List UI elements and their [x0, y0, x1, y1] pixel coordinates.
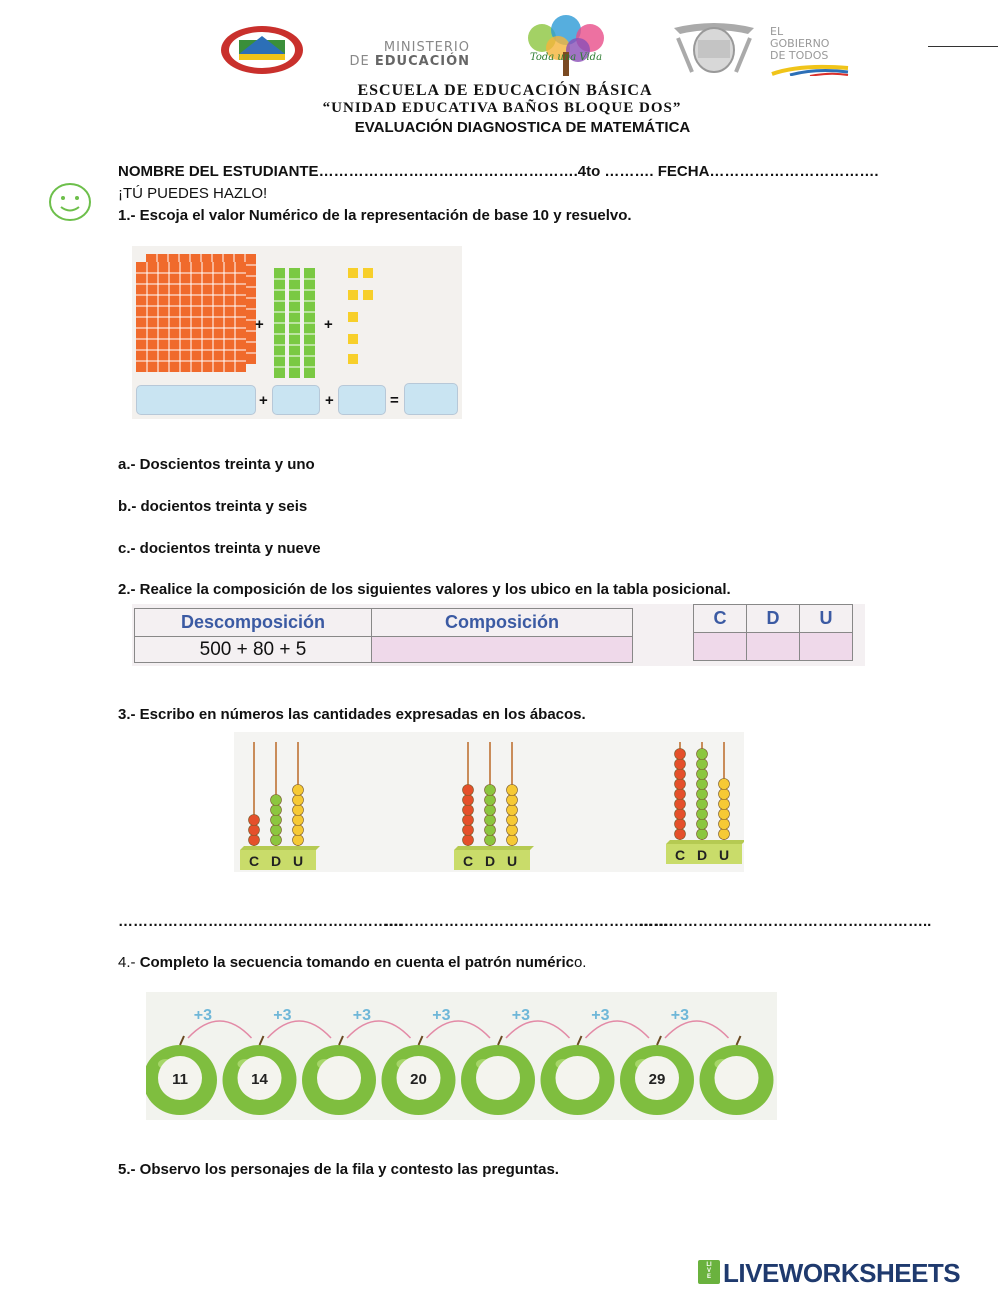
live-badge-text: LIVE — [706, 1262, 712, 1280]
liveworksheets-brand: LIVEWORKSHEETS — [723, 1258, 961, 1288]
apple-stem — [578, 1036, 582, 1045]
toda-una-vida-logo — [512, 14, 620, 80]
q5-prompt: 5.- Observo los personajes de la fila y contesto las preguntas. — [118, 1161, 559, 1178]
abacus-bead — [249, 835, 260, 846]
apple-number: 14 — [251, 1071, 268, 1088]
abacus-image — [234, 732, 744, 872]
abacus-bead — [675, 749, 686, 760]
abacus-bead — [271, 835, 282, 846]
q1-plus-2: + — [324, 316, 333, 333]
ministerio-main: EDUCACIÓN — [374, 54, 470, 69]
step-label: +3 — [193, 1007, 212, 1024]
apple-answer-circle — [476, 1056, 520, 1100]
descomposicion-value: 500 + 80 + 5 — [135, 637, 372, 663]
unit-cube — [363, 268, 373, 278]
q1-plus-3: + — [259, 392, 268, 409]
q1-option-c[interactable]: c.- docientos treinta y nueve — [118, 540, 321, 557]
step-connector — [586, 1007, 650, 1038]
step-connector — [506, 1007, 570, 1038]
exam-title: EVALUACIÓN DIAGNOSTICA DE MATEMÁTICA — [354, 119, 691, 136]
abacus-bead — [249, 825, 260, 836]
step-connector — [188, 1007, 252, 1038]
q1-plus-1: + — [255, 316, 264, 333]
apple — [302, 1036, 376, 1115]
abacus-bead — [271, 815, 282, 826]
apple-stem — [657, 1036, 661, 1045]
apple-stem — [498, 1036, 502, 1045]
abacus-bead — [697, 779, 708, 790]
answer-box-units[interactable] — [338, 385, 386, 415]
abacus-bead — [675, 779, 686, 790]
abacus-bead — [697, 789, 708, 800]
abacus-bead — [719, 799, 730, 810]
q4-number: 4.- — [118, 954, 140, 971]
live-badge — [698, 1260, 720, 1284]
abacus-bead — [463, 835, 474, 846]
abacus-bead — [485, 805, 496, 816]
abacus-bead — [697, 809, 708, 820]
step-label: +3 — [591, 1007, 610, 1024]
abacus-bead — [507, 835, 518, 846]
abacus-bead — [697, 769, 708, 780]
q3-answer-line-2[interactable]: …………………………………………………. — [384, 913, 674, 930]
abacus — [454, 742, 534, 870]
abacus-bead — [507, 805, 518, 816]
q4-prompt-end: o. — [573, 954, 587, 971]
abacus-bead — [271, 795, 282, 806]
abacus-bead — [697, 829, 708, 840]
unit-cube — [348, 268, 358, 278]
q4-prompt — [118, 954, 586, 971]
gobierno-line1: EL — [770, 25, 784, 38]
abacus-bead — [719, 789, 730, 800]
apple-stem — [339, 1036, 343, 1045]
abacus-drawing — [234, 732, 744, 872]
apple — [382, 1036, 456, 1115]
abacus-label: U — [507, 853, 518, 869]
abacus-bead — [485, 835, 496, 846]
abacus-bead — [719, 779, 730, 790]
header-d: D — [747, 605, 800, 633]
apple-stem — [737, 1036, 741, 1045]
composition-table — [134, 608, 633, 663]
top-right-line — [928, 46, 998, 47]
abacus-label: D — [271, 853, 282, 869]
unit-cube — [348, 312, 358, 322]
abacus-base-top — [454, 846, 534, 850]
q1-option-b[interactable]: b.- docientos treinta y seis — [118, 498, 308, 515]
gobierno-line2: GOBIERNO — [770, 37, 830, 50]
step-connector — [347, 1007, 411, 1038]
apple-sequence-drawing — [146, 992, 777, 1120]
ministerio-prefix: DE — [349, 54, 370, 69]
abacus-bead — [697, 759, 708, 770]
q3-prompt: 3.- Escribo en números las cantidades expresadas en los ábacos. — [118, 706, 586, 723]
header-u: U — [800, 605, 853, 633]
apple-answer-circle — [556, 1056, 600, 1100]
unit-cube — [363, 290, 373, 300]
abacus-bead — [271, 825, 282, 836]
abacus-bead — [697, 819, 708, 830]
step-label: +3 — [273, 1007, 292, 1024]
unit-cube — [348, 290, 358, 300]
abacus-bead — [293, 805, 304, 816]
abacus-label: U — [293, 853, 304, 869]
step-label: +3 — [352, 1007, 371, 1024]
abacus-label: C — [463, 853, 474, 869]
abacus-bead — [675, 819, 686, 830]
abacus-bead — [293, 785, 304, 796]
q1-equals: = — [390, 392, 399, 409]
gobierno-de-todos-logo — [770, 26, 860, 76]
toda-una-vida-text: Toda una Vida — [529, 52, 603, 63]
abacus-bead — [463, 795, 474, 806]
unit-cube — [348, 334, 358, 344]
apple-answer-circle — [317, 1056, 361, 1100]
student-info-line[interactable]: NOMBRE DEL ESTUDIANTE…………………………………………….4to ………. FECHA……………………………. — [118, 163, 879, 180]
ten-rod — [289, 268, 300, 378]
composicion-answer-cell[interactable] — [372, 637, 633, 663]
abacus-bead — [507, 825, 518, 836]
apple — [700, 1036, 774, 1115]
apple-number: 29 — [648, 1071, 666, 1088]
answer-box-tens[interactable] — [272, 385, 320, 415]
abacus-label: U — [719, 847, 730, 863]
abacus-bead — [697, 749, 708, 760]
step-label: +3 — [432, 1007, 451, 1024]
q3-answer-line-3[interactable]: ………………………………………………….. — [638, 913, 932, 930]
encouragement-text: ¡TÚ PUEDES HAZLO! — [118, 185, 268, 202]
abacus-bead — [675, 769, 686, 780]
abacus-label: D — [485, 853, 496, 869]
apple — [620, 1036, 694, 1115]
ministerio-line1: MINISTERIO — [383, 40, 470, 55]
apple — [461, 1036, 535, 1115]
apple-sequence-image — [146, 992, 777, 1120]
ministerio-educacion-logo — [320, 41, 470, 69]
abacus-bead — [463, 785, 474, 796]
abacus-bead — [463, 805, 474, 816]
gobierno-line3: DE TODOS — [770, 49, 829, 62]
liveworksheets-logo — [698, 1258, 998, 1286]
abacus-label: C — [249, 853, 260, 869]
u-answer-cell[interactable] — [800, 633, 853, 661]
step-label: +3 — [511, 1007, 530, 1024]
abacus-label: D — [697, 847, 708, 863]
step-connector — [268, 1007, 332, 1038]
abacus-bead — [719, 829, 730, 840]
q2-prompt: 2.- Realice la composición de los siguientes valores y los ubico en la tabla posicional. — [118, 581, 731, 598]
ten-rod — [274, 268, 285, 378]
abacus-bead — [485, 815, 496, 826]
cdu-table — [693, 604, 853, 661]
apple — [223, 1036, 297, 1115]
base10-blocks-image — [132, 246, 462, 419]
c-answer-cell[interactable] — [694, 633, 747, 661]
abacus-bead — [293, 815, 304, 826]
abacus-bead — [485, 825, 496, 836]
abacus-bead — [675, 799, 686, 810]
abacus-bead — [293, 835, 304, 846]
abacus-bead — [485, 795, 496, 806]
unit-cube — [348, 354, 358, 364]
apple-stem — [260, 1036, 264, 1045]
abacus-bead — [697, 799, 708, 810]
ecuador-coat-of-arms — [668, 18, 760, 78]
school-name-line1: ESCUELA DE EDUCACIÓN BÁSICA — [357, 82, 653, 99]
apple-number: 11 — [172, 1071, 188, 1088]
header-c: C — [694, 605, 747, 633]
abacus-bead — [463, 825, 474, 836]
abacus-bead — [675, 829, 686, 840]
abacus-bead — [675, 809, 686, 820]
q1-prompt: 1.- Escoja el valor Numérico de la representación de base 10 y resuelvo. — [118, 207, 632, 224]
smiley-icon — [47, 181, 93, 223]
hundred-flat — [136, 262, 246, 372]
abacus-bead — [485, 785, 496, 796]
q4-prompt-bold: Completo la secuencia tomando en cuenta el patrón numéric — [139, 954, 574, 971]
ten-rod — [304, 268, 315, 378]
step-connector — [427, 1007, 491, 1038]
abacus — [240, 742, 320, 870]
d-answer-cell[interactable] — [747, 633, 800, 661]
abacus-bead — [293, 795, 304, 806]
place-value-table-image — [132, 604, 865, 666]
apple — [541, 1036, 615, 1115]
abacus-bead — [719, 809, 730, 820]
abacus-bead — [675, 789, 686, 800]
school-crest-logo — [219, 24, 305, 76]
abacus-label: C — [675, 847, 686, 863]
apple-stem — [180, 1036, 184, 1045]
abacus-bead — [507, 795, 518, 806]
step-connector — [665, 1007, 729, 1038]
abacus-base-top — [666, 840, 744, 844]
step-label: +3 — [670, 1007, 689, 1024]
answer-box-total[interactable] — [404, 383, 458, 415]
abacus-bead — [463, 815, 474, 826]
apple-number: 20 — [410, 1071, 427, 1088]
header-composicion: Composición — [372, 609, 633, 637]
header-descomposicion: Descomposición — [135, 609, 372, 637]
apple-answer-circle — [715, 1056, 759, 1100]
abacus-bead — [507, 815, 518, 826]
abacus-bead — [507, 785, 518, 796]
answer-box-hundreds[interactable] — [136, 385, 256, 415]
abacus — [666, 742, 744, 864]
abacus-base-top — [240, 846, 320, 850]
abacus-bead — [719, 819, 730, 830]
q3-answer-line-1[interactable]: ………………………………………………… — [118, 913, 403, 930]
q1-option-a[interactable]: a.- Doscientos treinta y uno — [118, 456, 315, 473]
abacus-bead — [675, 759, 686, 770]
apple — [146, 1036, 217, 1115]
school-name-line2: “UNIDAD EDUCATIVA BAÑOS BLOQUE DOS” — [322, 100, 682, 116]
abacus-bead — [293, 825, 304, 836]
q1-plus-4: + — [325, 392, 334, 409]
apple-stem — [419, 1036, 423, 1045]
abacus-bead — [249, 815, 260, 826]
abacus-bead — [271, 805, 282, 816]
